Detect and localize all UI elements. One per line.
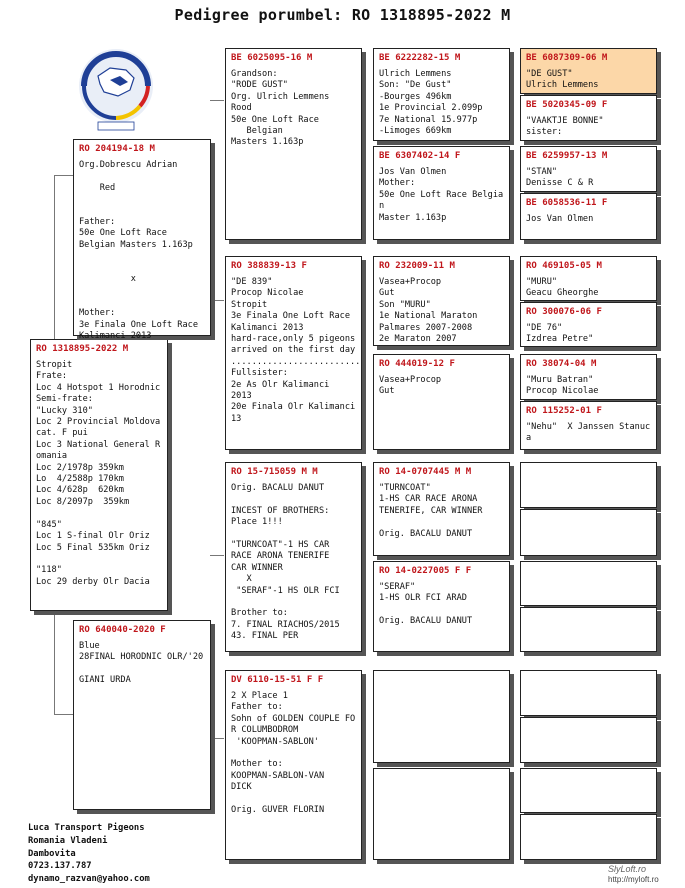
- subject-card[interactable]: [30, 339, 168, 611]
- ring-number: RO 388839-13 F: [231, 261, 307, 271]
- ring-number: RO 15-715059 M M: [231, 467, 318, 477]
- ring-number: BE 6307402-14 F: [379, 151, 461, 161]
- ring-number: RO 115252-01 F: [526, 406, 602, 416]
- ring-number: BE 6087309-06 M: [526, 53, 608, 63]
- pigeon-details: Stropit Frate: Loc 4 Hotspot 1 Horodnic Semi-frate: "Lucky 310" Loc 2 Provincial Moldova cat. F pui Loc 3 National General R omania Loc 2/1978p 359km Lo 4/2588p 170km Loc 4/628p 620km Loc 8/2097p 359km "845" Loc 1 S-final Olr Oriz Loc 5 Final 535km Oriz "118" Loc 29 derby Olr Dacia: [36, 360, 161, 587]
- breeder-county: Dambovita: [28, 848, 76, 859]
- ancestor-card[interactable]: [520, 561, 657, 606]
- ancestor-card[interactable]: [520, 462, 657, 508]
- great-grandparent-card[interactable]: [373, 561, 510, 652]
- pigeon-details: "SERAF" 1-HS OLR FCI ARAD Orig. BACALU DANUT: [379, 582, 473, 627]
- ancestor-card[interactable]: [520, 95, 657, 141]
- pigeon-details: Org.Dobrescu Adrian Red Father: 50e One Loft Race Belgian Masters 1.163p x Mother: 3e Finala One Loft Race Kalimanci 2013: [79, 160, 198, 342]
- site-signature: [608, 864, 659, 884]
- pigeon-details: 2 X Place 1 Father to: Sohn of GOLDEN COUPLE FO R COLUMBODROM 'KOOPMAN-SABLON' Mother to: KOOPMAN-SABLON-VAN DICK Orig. GUVER FLORIN: [231, 691, 356, 816]
- grandparent-card[interactable]: [225, 670, 362, 860]
- ancestor-card[interactable]: [520, 401, 657, 450]
- ring-number: RO 14-0707445 M M: [379, 467, 472, 477]
- breeder-location: Romania Vladeni: [28, 835, 108, 846]
- connector-line: [210, 300, 224, 301]
- ancestor-card[interactable]: [520, 509, 657, 556]
- site-url[interactable]: http://myloft.ro: [608, 875, 659, 884]
- pigeon-details: Jos Van Olmen: [526, 214, 594, 224]
- pigeon-details: "MURU" Geacu Gheorghe: [526, 277, 599, 299]
- page-title: Pedigree porumbel: RO 1318895-2022 M: [174, 6, 511, 24]
- grandparent-card[interactable]: [225, 48, 362, 240]
- pigeon-details: "TURNCOAT" 1-HS CAR RACE ARONA TENERIFE, CAR WINNER Orig. BACALU DANUT: [379, 483, 483, 539]
- sire-card[interactable]: [73, 139, 211, 342]
- pigeon-details: "DE 839" Procop Nicolae Stropit 3e Finala One Loft Race Kalimanci 2013 hard-race,only 5 pigeons arrived on the first day ......................... Fullsister: 2e As Olr Kalimanci 2013 20e Finala Olr Kalimanci 13: [231, 277, 361, 424]
- connector-line: [210, 100, 224, 101]
- ring-number: BE 6025095-16 M: [231, 53, 313, 63]
- dam-card[interactable]: [73, 620, 211, 810]
- grandparent-card[interactable]: [225, 462, 362, 652]
- pigeon-details: "Muru Batran" Procop Nicolae: [526, 375, 599, 397]
- ancestor-card[interactable]: [520, 814, 657, 860]
- breeder-contact: [28, 822, 150, 886]
- ancestor-card[interactable]: [520, 302, 657, 347]
- grandparent-card[interactable]: [225, 256, 362, 450]
- ring-number: RO 300076-06 F: [526, 307, 602, 317]
- pigeon-details: Vasea+Procop Gut Son "MURU" 1e National Maraton Palmares 2007-2008 2e Maraton 2007: [379, 277, 478, 345]
- ancestor-card[interactable]: [520, 193, 657, 240]
- ring-number: BE 6058536-11 F: [526, 198, 608, 208]
- pigeon-details: "Nehu" X Janssen Stanuc a: [526, 422, 651, 444]
- ancestor-card[interactable]: [520, 717, 657, 763]
- great-grandparent-card[interactable]: [373, 670, 510, 763]
- ring-number: RO 38074-04 M: [526, 359, 597, 369]
- pigeon-details: "DE GUST" Ulrich Lemmens: [526, 69, 599, 91]
- federation-logo: [70, 46, 162, 132]
- connector-line: [210, 555, 224, 556]
- pigeon-details: "VAAKTJE BONNE" sister:: [526, 116, 604, 138]
- pigeon-details: Vasea+Procop Gut: [379, 375, 442, 397]
- pigeon-details: "STAN" Denisse C & R: [526, 167, 594, 189]
- signature-scrawl: SlyLoft.ro: [608, 864, 647, 874]
- ring-number: RO 444019-12 F: [379, 359, 455, 369]
- ring-number: RO 14-0227005 F F: [379, 566, 472, 576]
- connector-line: [54, 175, 74, 176]
- pigeon-details: Jos Van Olmen Mother: 50e One Loft Race Belgia n Master 1.163p: [379, 167, 504, 223]
- pigeon-details: "DE 76" Izdrea Petre": [526, 323, 594, 345]
- ring-number: DV 6110-15-51 F F: [231, 675, 324, 685]
- ancestor-card[interactable]: [520, 768, 657, 813]
- breeder-email[interactable]: dynamo_razvan@yahoo.com: [28, 874, 150, 885]
- great-grandparent-card[interactable]: [373, 48, 510, 141]
- ring-number: RO 232009-11 M: [379, 261, 455, 271]
- great-grandparent-card[interactable]: [373, 462, 510, 556]
- ring-number: RO 640040-2020 F: [79, 625, 166, 635]
- connector-line: [54, 714, 74, 715]
- breeder-phone: 0723.137.787: [28, 861, 92, 872]
- pigeon-details: Ulrich Lemmens Son: "De Gust" -Bourges 496km 1e Provincial 2.099p 7e National 15.977p -Limoges 669km: [379, 69, 483, 137]
- ancestor-card[interactable]: [520, 256, 657, 301]
- great-grandparent-card[interactable]: [373, 256, 510, 346]
- connector-line: [210, 738, 224, 739]
- great-grandparent-card[interactable]: [373, 146, 510, 240]
- pigeon-details: Grandson: "RODE GUST" Org. Ulrich Lemmens Rood 50e One Loft Race Belgian Masters 1.163p: [231, 69, 330, 148]
- ring-number: BE 6259957-13 M: [526, 151, 608, 161]
- ring-number: RO 469105-05 M: [526, 261, 602, 271]
- ring-number: BE 6222282-15 M: [379, 53, 461, 63]
- pigeon-details: Orig. BACALU DANUT INCEST OF BROTHERS: Place 1!!! "TURNCOAT"-1 HS CAR RACE ARONA TENERIFE CAR WINNER X "SERAF"-1 HS OLR FCI Brother to: 7. FINAL RIACHOS/2015 43. FINAL PER: [231, 483, 340, 642]
- ancestor-card[interactable]: [520, 670, 657, 716]
- ancestor-card[interactable]: [520, 48, 657, 94]
- pigeon-details: Blue 28FINAL HORODNIC OLR/'20 GIANI URDA: [79, 641, 204, 686]
- ring-number: RO 204194-18 M: [79, 144, 155, 154]
- breeder-name: Luca Transport Pigeons: [28, 823, 145, 833]
- ancestor-card[interactable]: [520, 146, 657, 192]
- ancestor-card[interactable]: [520, 354, 657, 400]
- ancestor-card[interactable]: [520, 607, 657, 652]
- ring-number: RO 1318895-2022 M: [36, 344, 129, 354]
- great-grandparent-card[interactable]: [373, 354, 510, 450]
- great-grandparent-card[interactable]: [373, 768, 510, 860]
- ring-number: BE 5020345-09 F: [526, 100, 608, 110]
